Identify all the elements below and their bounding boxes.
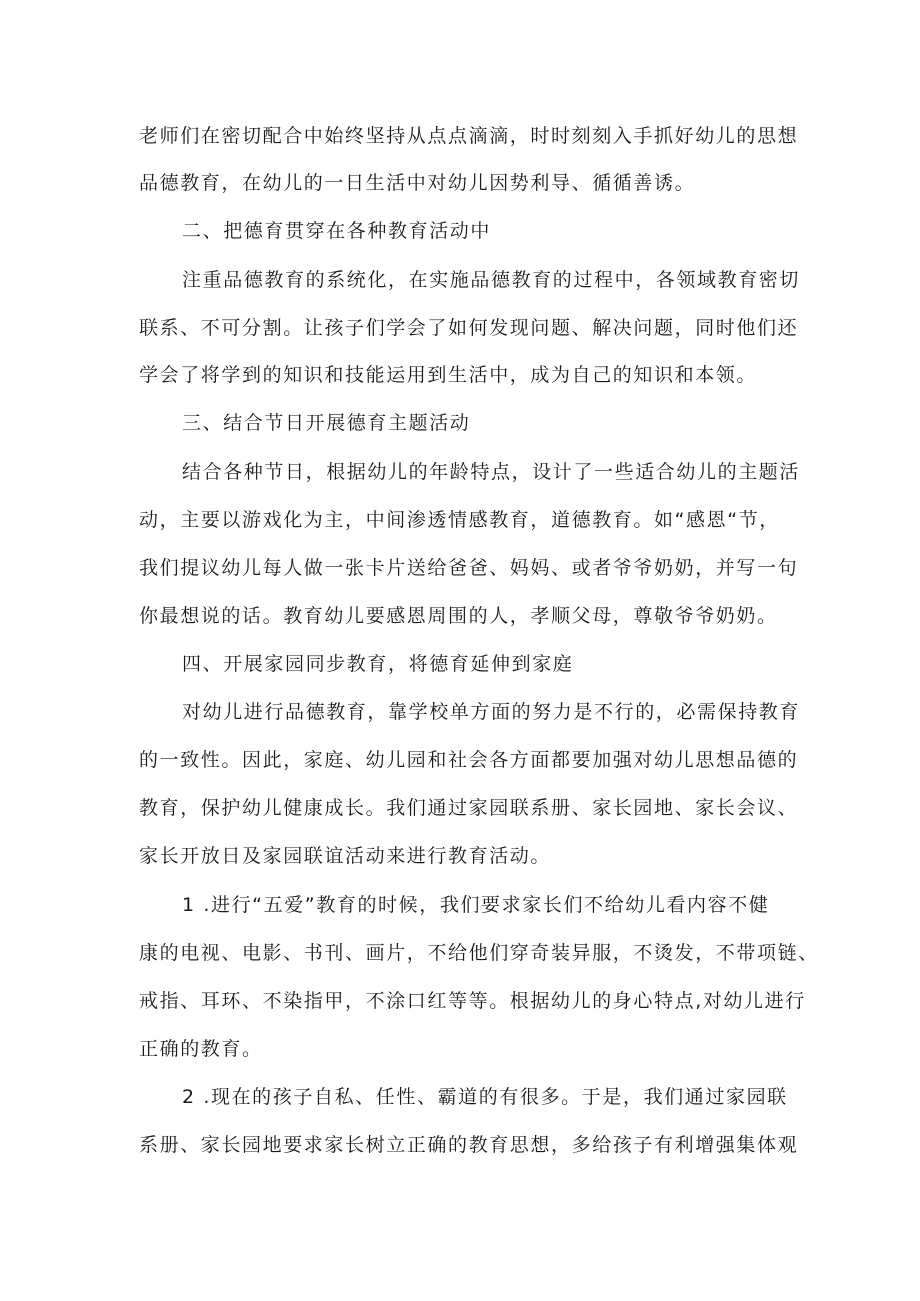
text-line-14: 的一致性。因此，家庭、幼儿园和社会各方面都要加强对幼儿思想品德的	[139, 749, 799, 771]
list-item-2-line-2: 系册、家长园地要求家长树立正确的教育思想，多给孩子有利增强集体观	[139, 1134, 799, 1156]
text-line-4: 注重品德教育的系统化，在实施品德教育的过程中，各领域教育密切	[182, 269, 801, 291]
text-line-8: 结合各种节日，根据幼儿的年龄特点，设计了一些适合幼儿的主题活	[182, 461, 801, 483]
list-item-1-line-1: 1 .进行“五爱”教育的时候，我们要求家长们不给幼儿看内容不健	[182, 894, 770, 916]
list-item-2-line-1: 2 .现在的孩子自私、任性、霸道的有很多。于是，我们通过家园联	[182, 1086, 788, 1108]
section-heading-4: 四、开展家园同步教育，将德育延伸到家庭	[182, 653, 574, 675]
list-item-1-line-2: 康的电视、电影、书刊、画片，不给他们穿奇装异服，不烫发，不带项链、	[139, 942, 819, 964]
text-line-2: 品德教育，在幼儿的一日生活中对幼儿因势利导、循循善诱。	[139, 172, 696, 194]
list-item-1-line-3: 戒指、耳环、不染指甲，不涂口红等等。根据幼儿的身心特点,对幼儿进行	[139, 990, 806, 1012]
text-line-5: 联系、不可分割。让孩子们学会了如何发现问题、解决问题，同时他们还	[139, 317, 799, 339]
text-line-13: 对幼儿进行品德教育，靠学校单方面的努力是不行的，必需保持教育	[182, 701, 801, 723]
list-item-1-line-4: 正确的教育。	[139, 1038, 263, 1060]
section-heading-2: 二、把德育贯穿在各种教育活动中	[182, 220, 492, 242]
text-line-9: 动，主要以游戏化为主，中间渗透情感教育，道德教育。如“感恩“节，	[139, 509, 780, 531]
text-line-1: 老师们在密切配合中始终坚持从点点滴滴，时时刻刻入手抓好幼儿的思想	[139, 125, 799, 147]
text-line-6: 学会了将学到的知识和技能运用到生活中，成为自己的知识和本领。	[139, 364, 758, 386]
text-line-16: 家长开放日及家园联谊活动来进行教育活动。	[139, 845, 552, 867]
section-heading-3: 三、结合节日开展德育主题活动	[182, 412, 471, 434]
text-line-15: 教育，保护幼儿健康成长。我们通过家园联系册、家长园地、家长会议、	[139, 797, 799, 819]
text-line-11: 你最想说的话。教育幼儿要感恩周围的人，孝顺父母，尊敬爷爷奶奶。	[139, 605, 778, 627]
text-line-10: 我们提议幼儿每人做一张卡片送给爸爸、妈妈、或者爷爷奶奶，并写一句	[139, 557, 799, 579]
